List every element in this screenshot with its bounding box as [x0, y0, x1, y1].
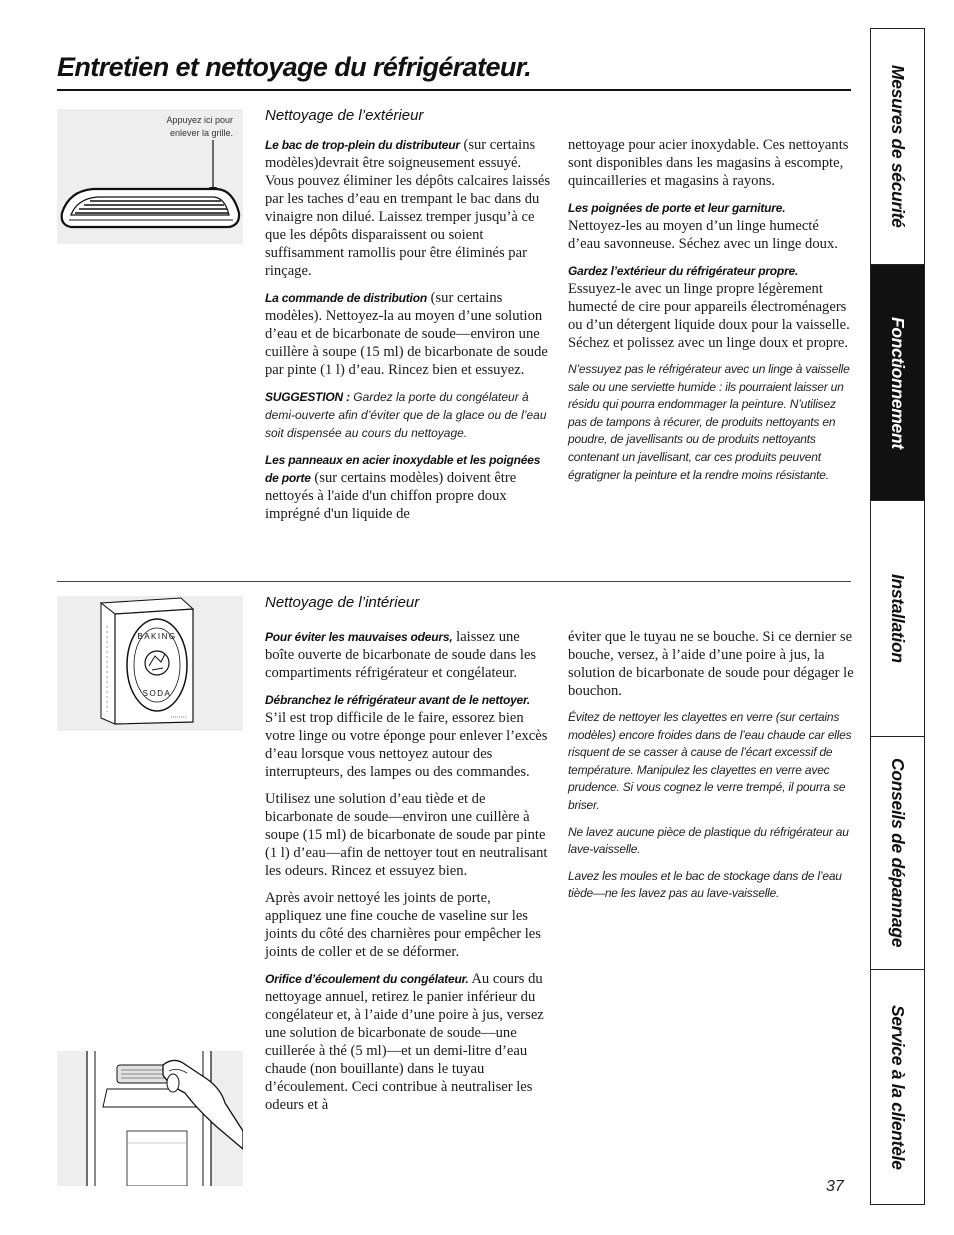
tab-installation[interactable] — [871, 501, 924, 737]
page-title: Entretien et nettoyage du réfrigérateur. — [57, 52, 532, 82]
box-label-bottom: SODA — [142, 689, 172, 698]
paragraph-lead: Débranchez le réfrigérateur avant de le nettoyer. — [265, 693, 530, 707]
paragraph — [265, 388, 551, 442]
paragraph-text: Au cours du nettoyage annuel, retirez le panier inférieur du congélateur et, à l’aide d’une poire à jus, versez une solution de bicarbonate de soude—une cuillerée à thé (5 ml)—et un demi-litre d’eau chaude (non bouillante) dans le tuyau d’écoulement. Ceci contribue à neutraliser les odeurs et à — [265, 971, 544, 1113]
tab-service-a-la-clientele[interactable] — [871, 970, 924, 1204]
tab-label: Mesures de sécurité — [888, 65, 908, 228]
paragraph-lead: La commande de distribution — [265, 291, 427, 305]
interior-column-left — [265, 628, 551, 1123]
paragraph-text: Après avoir nettoyé les joints de porte, appliquez une fine couche de vaseline sur les joints du côté des charnières pour empêcher les joints de coller et de se déformer. — [265, 890, 541, 960]
tab-label: Installation — [888, 574, 908, 663]
paragraph-lead: Orifice d’écoulement du congélateur. — [265, 972, 469, 986]
side-tab-bar — [870, 28, 925, 1205]
paragraph — [265, 136, 551, 280]
tab-label: Service à la clientèle — [888, 1004, 908, 1170]
paragraph-lead: SUGGESTION : — [265, 390, 350, 404]
warning-note: Évitez de nettoyer les clayettes en verre (sur certains modèles) encore froides dans de l’eau chaude car elles risquent de se casser à cause de l’écart excessif de température. Manipulez les clayettes en verre avec prudence. Si vous cognez le verre trempé, il pourra se briser. — [568, 710, 852, 812]
interior-column-right — [568, 628, 854, 912]
warning-note: Ne lavez aucune pièce de plastique du réfrigérateur au lave-vaisselle. — [568, 824, 849, 857]
exterior-cleaning-heading: Nettoyage de l’extérieur — [265, 107, 424, 124]
paragraph-lead: Le bac de trop-plein du distributeur — [265, 138, 460, 152]
exterior-column-left — [265, 136, 551, 532]
tab-fonctionnement[interactable] — [871, 265, 924, 501]
paragraph — [265, 289, 551, 379]
paragraph-text: Gardez la porte du congélateur à demi-ouverte afin d’éviter que de la glace ou de l’eau soit dispensée au cours du nettoyage. — [265, 390, 547, 440]
grille-callout-line1: Appuyez ici pour — [166, 115, 233, 125]
paragraph-text: éviter que le tuyau ne se bouche. Si ce dernier se bouche, versez, à l’aide d’une poire à jus, la solution de bicarbonate de soude pour dégager le bouchon. — [568, 629, 854, 699]
paragraph — [568, 199, 854, 253]
page-number: 37 — [826, 1178, 844, 1195]
paragraph-text: Essuyez-le avec un linge propre légèrement humecté de cire pour appareils électroménagers ou d’un détergent liquide doux pour la vaisselle. Séchez et polissez avec un linge doux et propre. — [568, 281, 850, 351]
paragraph-lead: Les poignées de porte et leur garniture. — [568, 201, 786, 215]
paragraph-lead: Pour éviter les mauvaises odeurs, — [265, 630, 453, 644]
warning-note: Lavez les moules et le bac de stockage dans de l’eau tiède—ne les lavez pas au lave-vaisselle. — [568, 868, 842, 901]
tab-conseils-de-depannage[interactable] — [871, 737, 924, 970]
paragraph-text: (sur certains modèles)devrait être soigneusement essuyé. Vous pouvez éliminer les dépôts calcaires laissés par les taches d’eau en trempant le bac dans du vinaigre non dilué. Laissez tremper jusqu’à ce que les dépôts disparaissent ou soient suffisamment ramollis pour être éliminés par rinçage. — [265, 137, 551, 279]
paragraph-text: (sur certains modèles). Nettoyez-la au moyen d’une solution d’eau et de bicarbonate de soude—environ une cuillère à soupe (15 ml) de bicarbonate de soude par pinte (1 l) d’eau. Rincez bien et essuyez. — [265, 290, 548, 378]
section-divider — [57, 581, 851, 582]
interior-cleaning-heading: Nettoyage de l’intérieur — [265, 594, 420, 611]
warning-note: N’essuyez pas le réfrigérateur avec un linge à vaisselle sale ou une serviette humide : ils pourraient laisser un résidu qui pourra endommager la peinture. N’utilisez pas de tampons à récurer, de produits nettoyants en poudre, de javellisants ou de produits nettoyants contenant un javellisant, car ces produits peuvent égratigner la peinture et la rendre moins résistante. — [568, 362, 850, 482]
paragraph-text: nettoyage pour acier inoxydable. Ces nettoyants sont disponibles dans les magasins à escompte, quincailleries et magasins à rayons. — [568, 137, 849, 189]
box-label-top: BAKING — [137, 632, 177, 641]
tab-label: Fonctionnement — [888, 316, 908, 449]
exterior-column-right — [568, 136, 854, 493]
paragraph — [265, 691, 551, 781]
paragraph — [265, 451, 551, 523]
tab-label: Conseils de dépannage — [888, 758, 908, 948]
paragraph-text: S’il est trop difficile de le faire, essorez bien votre linge ou votre éponge pour enlever l’excès d’eau lorsque vous nettoyez autour des interrupteurs, des lampes ou des commandes. — [265, 710, 548, 780]
paragraph-lead: Gardez l’extérieur du réfrigérateur propre. — [568, 264, 799, 278]
paragraph — [265, 628, 551, 682]
paragraph-text: laissez une boîte ouverte de bicarbonate de soude dans les compartiments réfrigérateur et congélateur. — [265, 629, 537, 681]
baking-soda-illustration — [57, 596, 243, 731]
paragraph-lead: Les panneaux en acier inoxydable et les poignées de porte — [265, 453, 541, 485]
paragraph-text: Nettoyez-les au moyen d’un linge humecté d’eau savonneuse. Séchez avec un linge doux. — [568, 218, 838, 252]
drip-tray-illustration — [57, 109, 243, 244]
paragraph — [265, 970, 551, 1114]
grille-callout-line2: enlever la grille. — [169, 128, 233, 138]
tab-mesures-de-securite[interactable] — [871, 29, 924, 265]
paragraph — [568, 262, 854, 352]
paragraph-text: Utilisez une solution d’eau tiède et de bicarbonate de soude—environ une cuillère à soupe (15 ml) de bicarbonate de soude par pinte (1 l) d’eau—afin de nettoyer tout en neutralisant les odeurs. Rincez et essuyez bien. — [265, 791, 548, 879]
title-rule — [57, 89, 851, 91]
paragraph-text: (sur certains modèles) doivent être nettoyés à l'aide d'un chiffon propre doux imprégné d'un liquide de — [265, 470, 517, 522]
freezer-drain-illustration — [57, 1051, 243, 1186]
